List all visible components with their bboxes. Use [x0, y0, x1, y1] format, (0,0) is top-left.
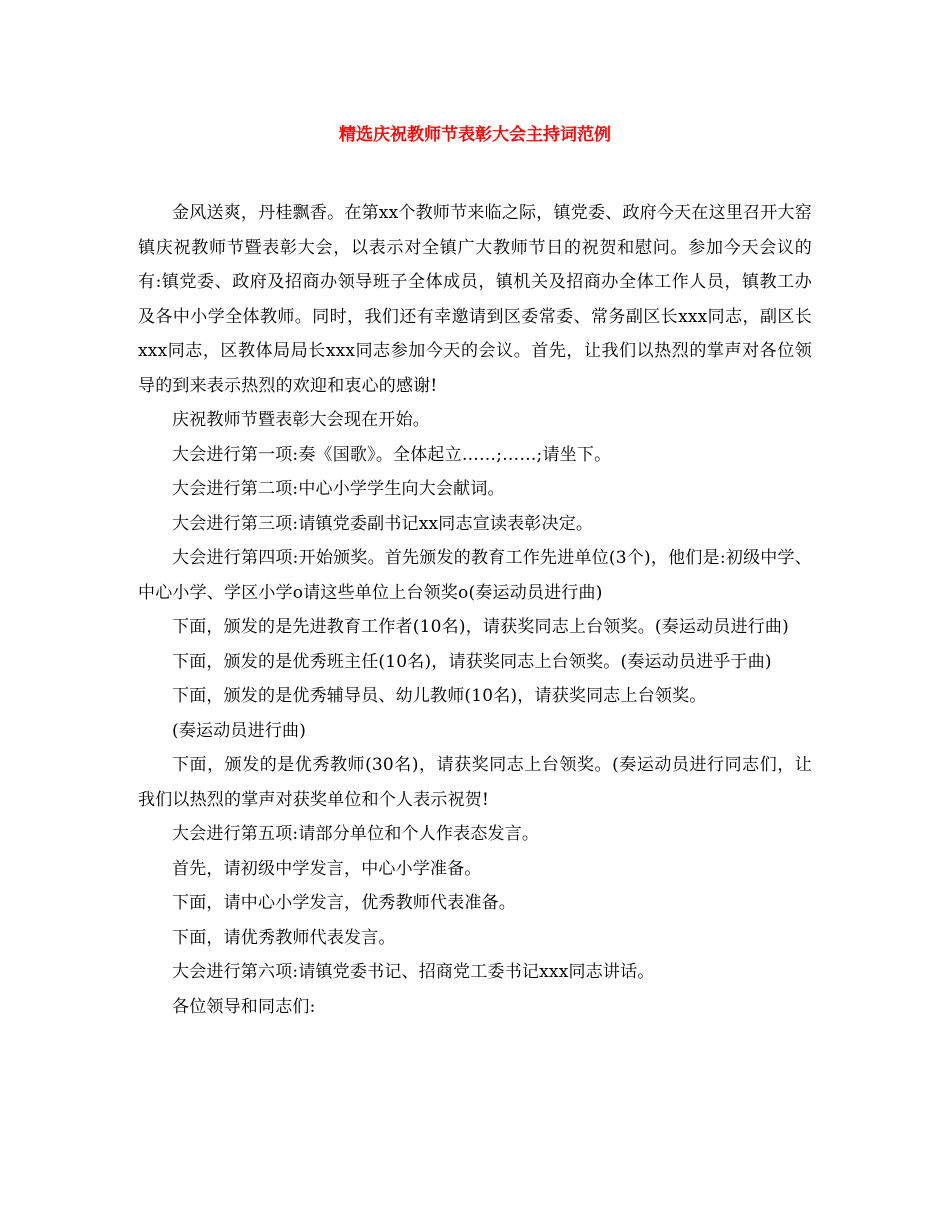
document-title: 精选庆祝教师节表彰大会主持词范例: [339, 125, 611, 145]
paragraph-item-1: 大会进行第一项:奏《国歌》。全体起立……;……;请坐下。: [172, 444, 612, 465]
paragraph-item-5: 大会进行第五项:请部分单位和个人作表态发言。: [172, 824, 540, 844]
paragraph-start: 庆祝教师节暨表彰大会现在开始。: [172, 410, 430, 430]
paragraph-award-teachers: 下面，颁发的是优秀教师(30名)，请获奖同志上台领奖。(奏运动员进行同志们，让我们以热烈的掌声对获奖单位和个人表示祝贺!: [138, 755, 812, 810]
paragraph-item-4: 大会进行第四项:开始颁奖。首先颁发的教育工作先进单位(3个)，他们是:初级中学、中心小学、学区小学o请这些单位上台领奖o(奏运动员进行曲): [138, 548, 812, 603]
paragraph-speech-3: 下面，请优秀教师代表发言。: [172, 927, 396, 948]
paragraph-item-6: 大会进行第六项:请镇党委书记、招商党工委书记xxx同志讲话。: [172, 962, 655, 982]
paragraph-award-counselors: 下面，颁发的是优秀辅导员、幼儿教师(10名)，请获奖同志上台领奖。: [172, 686, 707, 706]
paragraph-opening: 金风送爽，丹桂飘香。在第xx个教师节来临之际，镇党委、政府今天在这里召开大窑镇庆祝教师节暨表彰大会，以表示对全镇广大教师节日的祝贺和慰问。参加今天会议的有:镇党委、政府及招商办领导班子全体成员，镇机关及招商办全体工作人员，镇教工办及各中小学全体教师。同时，我们还有幸邀请到区委常委、常务副区长xxx同志，副区长xxx同志，区教体局局长xxx同志参加今天的会议。首先，让我们以热烈的掌声对各位领导的到来表示热烈的欢迎和衷心的感谢!: [138, 203, 812, 396]
document-body: [138, 196, 812, 1024]
paragraph-march-music: (奏运动员进行曲): [172, 720, 307, 741]
paragraph-item-3: 大会进行第三项:请镇党委副书记xx同志宣读表彰决定。: [172, 513, 594, 534]
paragraph-item-2: 大会进行第二项:中心小学学生向大会献词。: [172, 479, 505, 499]
paragraph-award-advanced-workers: 下面，颁发的是先进教育工作者(10名)，请获奖同志上台领奖。(奏运动员进行曲): [172, 617, 789, 637]
paragraph-speech-2: 下面，请中心小学发言，优秀教师代表准备。: [172, 893, 516, 913]
paragraph-award-head-teachers: 下面，颁发的是优秀班主任(10名)，请获奖同志上台领奖。(奏运动员进乎于曲): [172, 651, 772, 672]
paragraph-speech-1: 首先，请初级中学发言，中心小学准备。: [172, 858, 482, 879]
paragraph-salutation: 各位领导和同志们:: [172, 996, 316, 1017]
